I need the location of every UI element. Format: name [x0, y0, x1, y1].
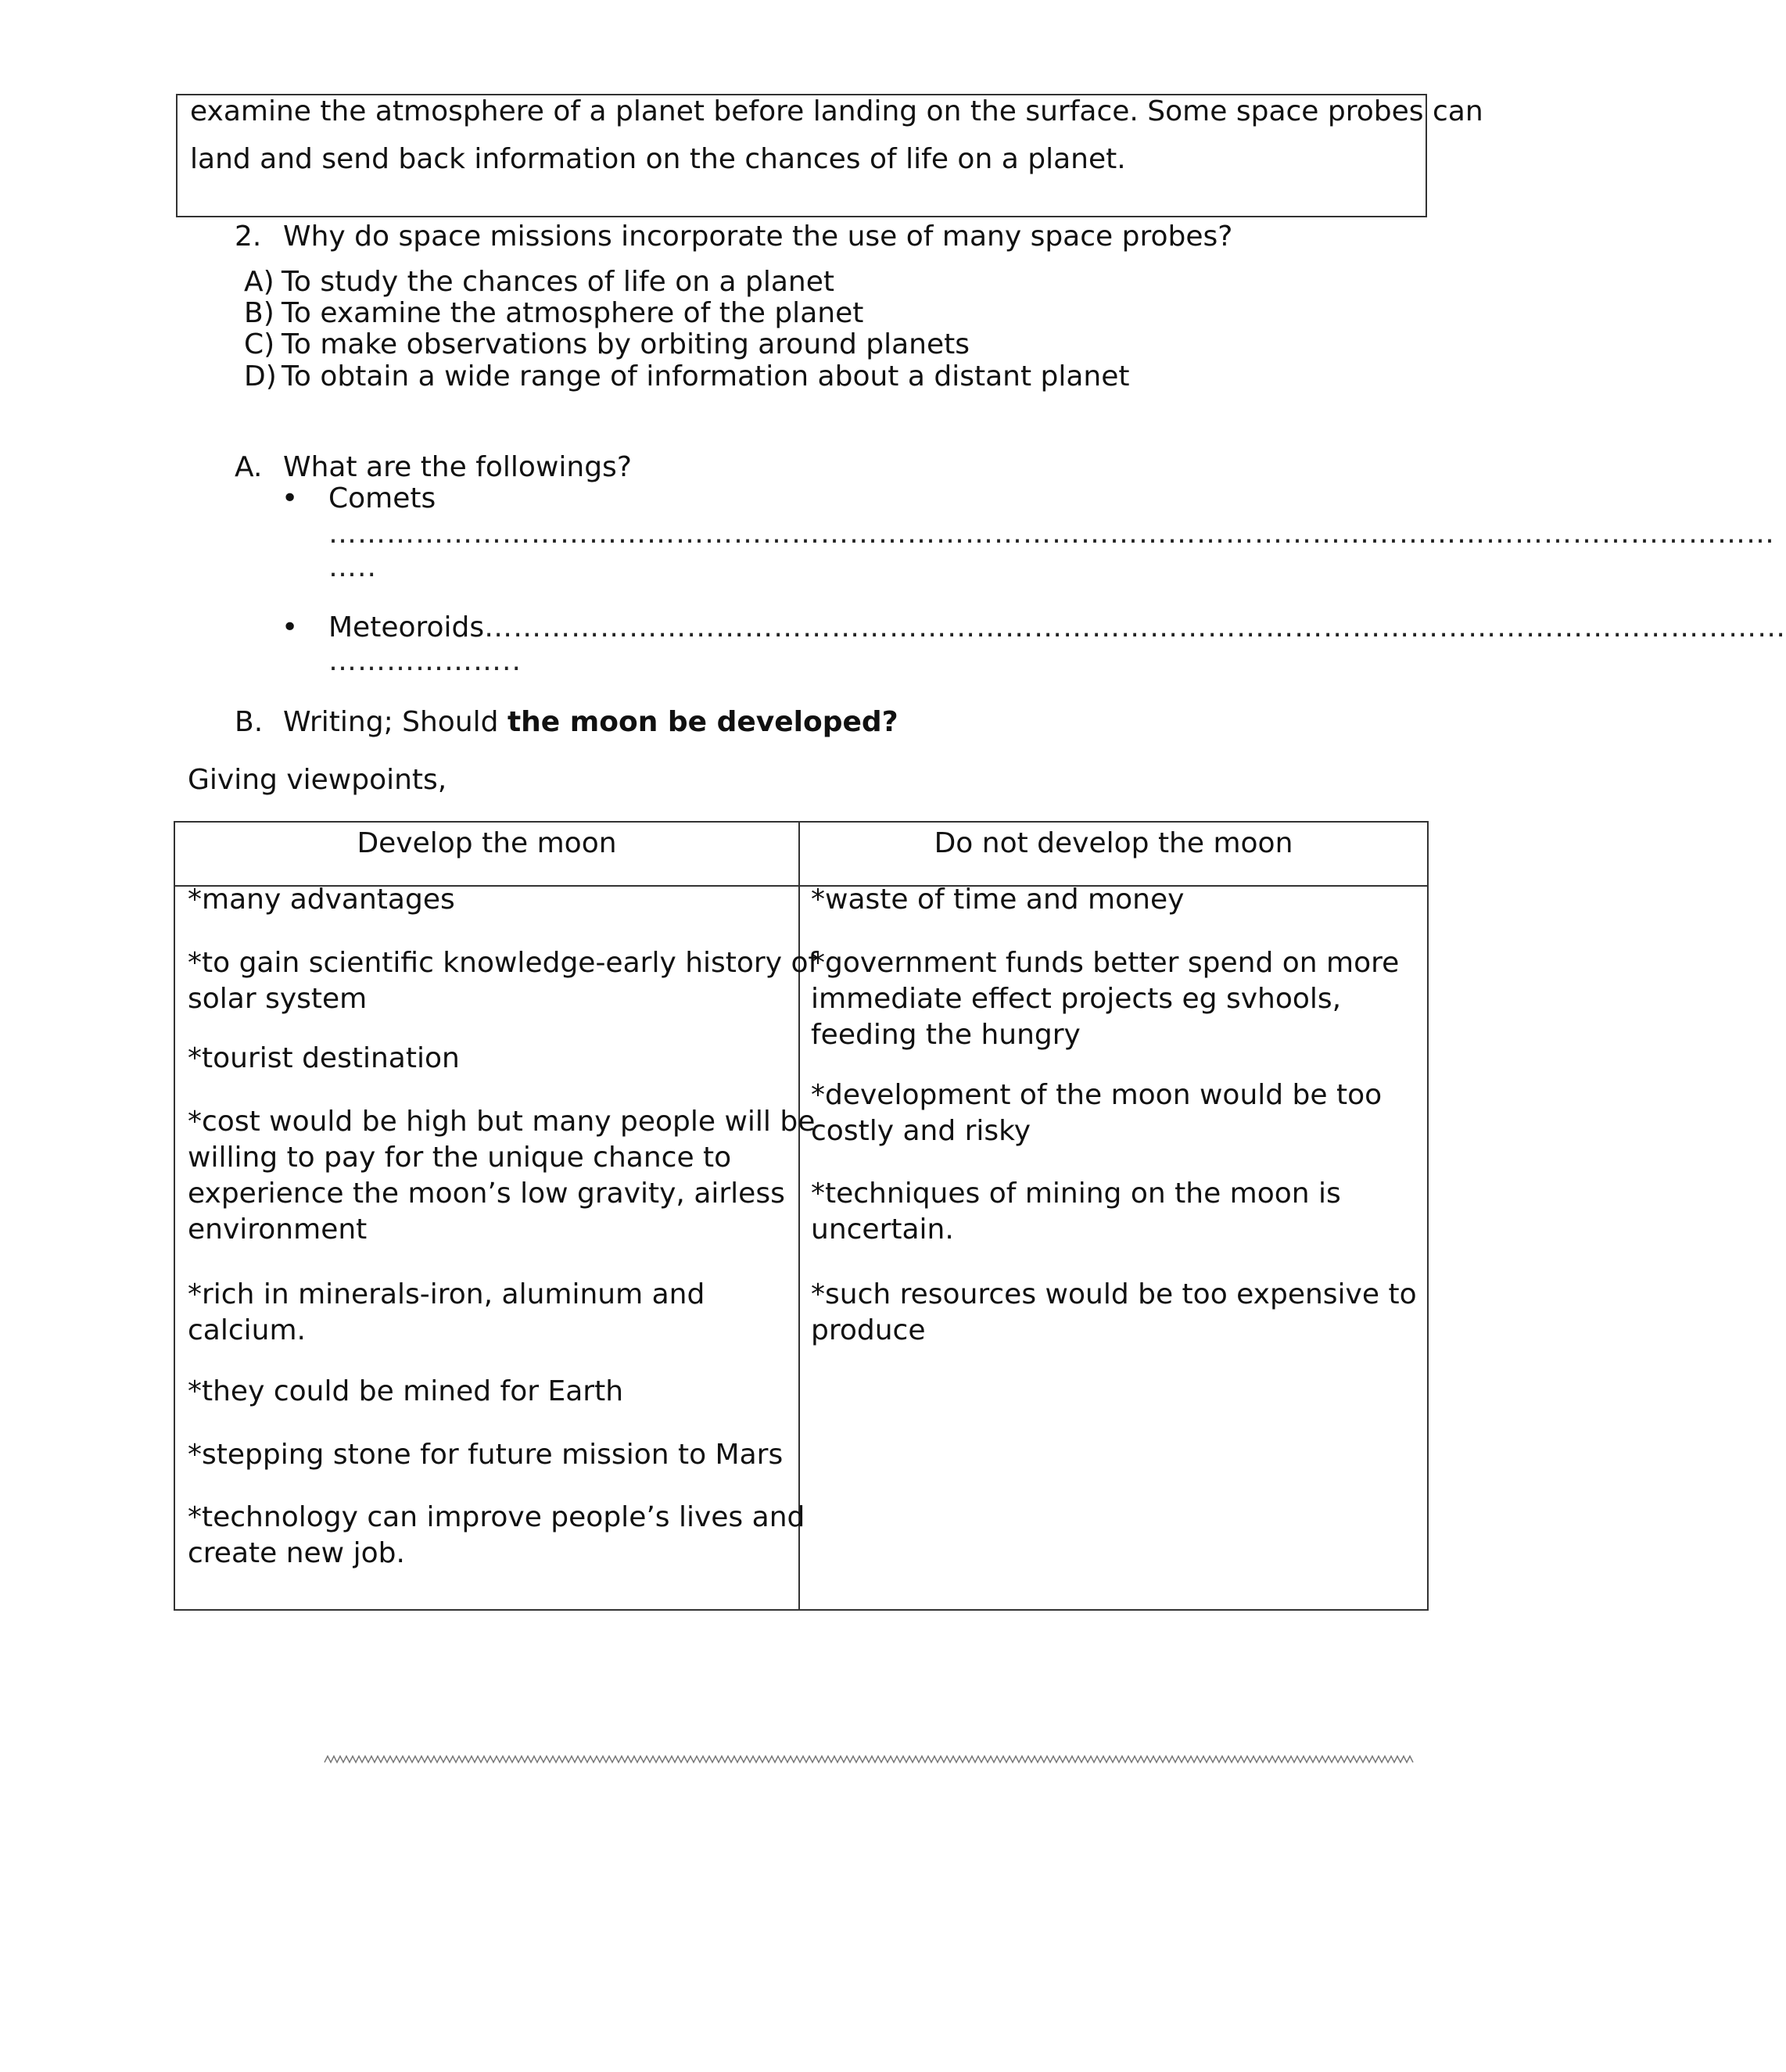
continuation-text-line-2: land and send back information on the chances of life on a planet.: [190, 143, 1126, 175]
meteoroids-answer-line-2[interactable]: ………………..: [328, 645, 522, 677]
left-item-line: solar system: [188, 983, 368, 1015]
section-a-heading: [235, 451, 632, 483]
right-item-government-funds: [811, 945, 1399, 1053]
header-develop-the-moon: Develop the moon: [357, 827, 617, 859]
right-item-expensive: [811, 1277, 1417, 1349]
option-b-text: To examine the atmosphere of the planet: [282, 297, 864, 329]
section-b-number: B.: [235, 706, 264, 738]
bullet-comets: •: [282, 482, 299, 514]
left-item-scientific-knowledge: [188, 945, 818, 1017]
comets-label: Comets: [328, 482, 436, 514]
left-item-line: *they could be mined for Earth: [188, 1375, 624, 1407]
option-d-letter: D): [244, 360, 277, 393]
right-item-line: *government funds better spend on more: [811, 947, 1400, 979]
meteoroids-label: Meteoroids: [328, 611, 485, 643]
section-a-text: What are the followings?: [283, 451, 632, 483]
right-item-costly-risky: [811, 1077, 1382, 1149]
left-item-line: *technology can improve people’s lives and: [188, 1501, 805, 1533]
right-item-line: *development of the moon would be too: [811, 1079, 1383, 1111]
wavy-divider: [325, 1751, 1415, 1767]
left-item-line: *tourist destination: [188, 1042, 460, 1074]
option-a-letter: A): [244, 266, 274, 298]
left-item-tourist-destination: [188, 1041, 460, 1077]
option-c-text: To make observations by orbiting around planets: [282, 328, 970, 360]
right-item-line: *such resources would be too expensive to: [811, 1278, 1417, 1310]
meteoroids-answer-line-1[interactable]: ………………………………………………………………………………………………………………………: [484, 611, 1786, 643]
right-item-line: produce: [811, 1314, 926, 1346]
left-item-line: calcium.: [188, 1314, 306, 1346]
meteoroids-answer[interactable]: [328, 611, 1786, 643]
left-item-minerals: [188, 1277, 705, 1349]
right-item-line: *techniques of mining on the moon is: [811, 1178, 1341, 1210]
left-item-mined-for-earth: [188, 1374, 623, 1410]
continuation-text-line-1: examine the atmosphere of a planet before landing on the surface. Some space probes can: [190, 95, 1483, 127]
header-do-not-develop-the-moon: Do not develop the moon: [934, 827, 1293, 859]
right-item-line: feeding the hungry: [811, 1019, 1081, 1051]
option-a-text: To study the chances of life on a planet: [282, 266, 834, 298]
question-2-number: 2.: [235, 220, 262, 253]
left-item-cost: [188, 1104, 815, 1248]
right-item-line: *waste of time and money: [811, 884, 1185, 916]
section-a-number: A.: [235, 451, 263, 483]
option-b-letter: B): [244, 297, 274, 329]
question-2: [235, 220, 1232, 253]
left-item-line: *many advantages: [188, 884, 455, 916]
option-c-letter: C): [244, 328, 275, 360]
option-a: [244, 266, 834, 298]
right-item-mining-uncertain: [811, 1176, 1341, 1248]
giving-viewpoints: Giving viewpoints,: [188, 764, 447, 796]
comets-answer-line-2[interactable]: …..: [328, 551, 377, 583]
left-item-line: *cost would be high but many people will be: [188, 1106, 816, 1138]
option-c: [244, 328, 970, 360]
option-b: [244, 297, 863, 329]
left-item-line: willing to pay for the unique chance to: [188, 1142, 732, 1174]
right-item-line: uncertain.: [811, 1213, 954, 1246]
left-item-advantages: [188, 882, 455, 918]
left-item-line: environment: [188, 1213, 368, 1246]
left-item-line: *stepping stone for future mission to Mars: [188, 1439, 784, 1471]
left-item-line: create new job.: [188, 1537, 405, 1569]
left-item-line: experience the moon’s low gravity, airless: [188, 1178, 785, 1210]
comets-answer-line-1[interactable]: ……………………………………………………………………………………………………………………………………: [328, 518, 1775, 550]
option-d-text: To obtain a wide range of information about a distant planet: [282, 360, 1130, 393]
left-item-line: *to gain scientific knowledge-early history of: [188, 947, 819, 979]
section-b-heading: [235, 706, 898, 738]
section-b-bold-text: the moon be developed?: [507, 706, 898, 738]
left-item-stepping-stone: [188, 1437, 783, 1473]
left-item-line: *rich in minerals-iron, aluminum and: [188, 1278, 705, 1310]
bullet-meteoroids: •: [282, 611, 299, 643]
right-item-line: immediate effect projects eg svhools,: [811, 983, 1342, 1015]
section-b-text: Writing; Should: [283, 706, 507, 738]
question-2-text: Why do space missions incorporate the use of many space probes?: [283, 220, 1233, 253]
right-item-line: costly and risky: [811, 1115, 1031, 1147]
right-item-waste: [811, 882, 1184, 918]
left-item-technology: [188, 1500, 805, 1572]
option-d: [244, 360, 1130, 393]
